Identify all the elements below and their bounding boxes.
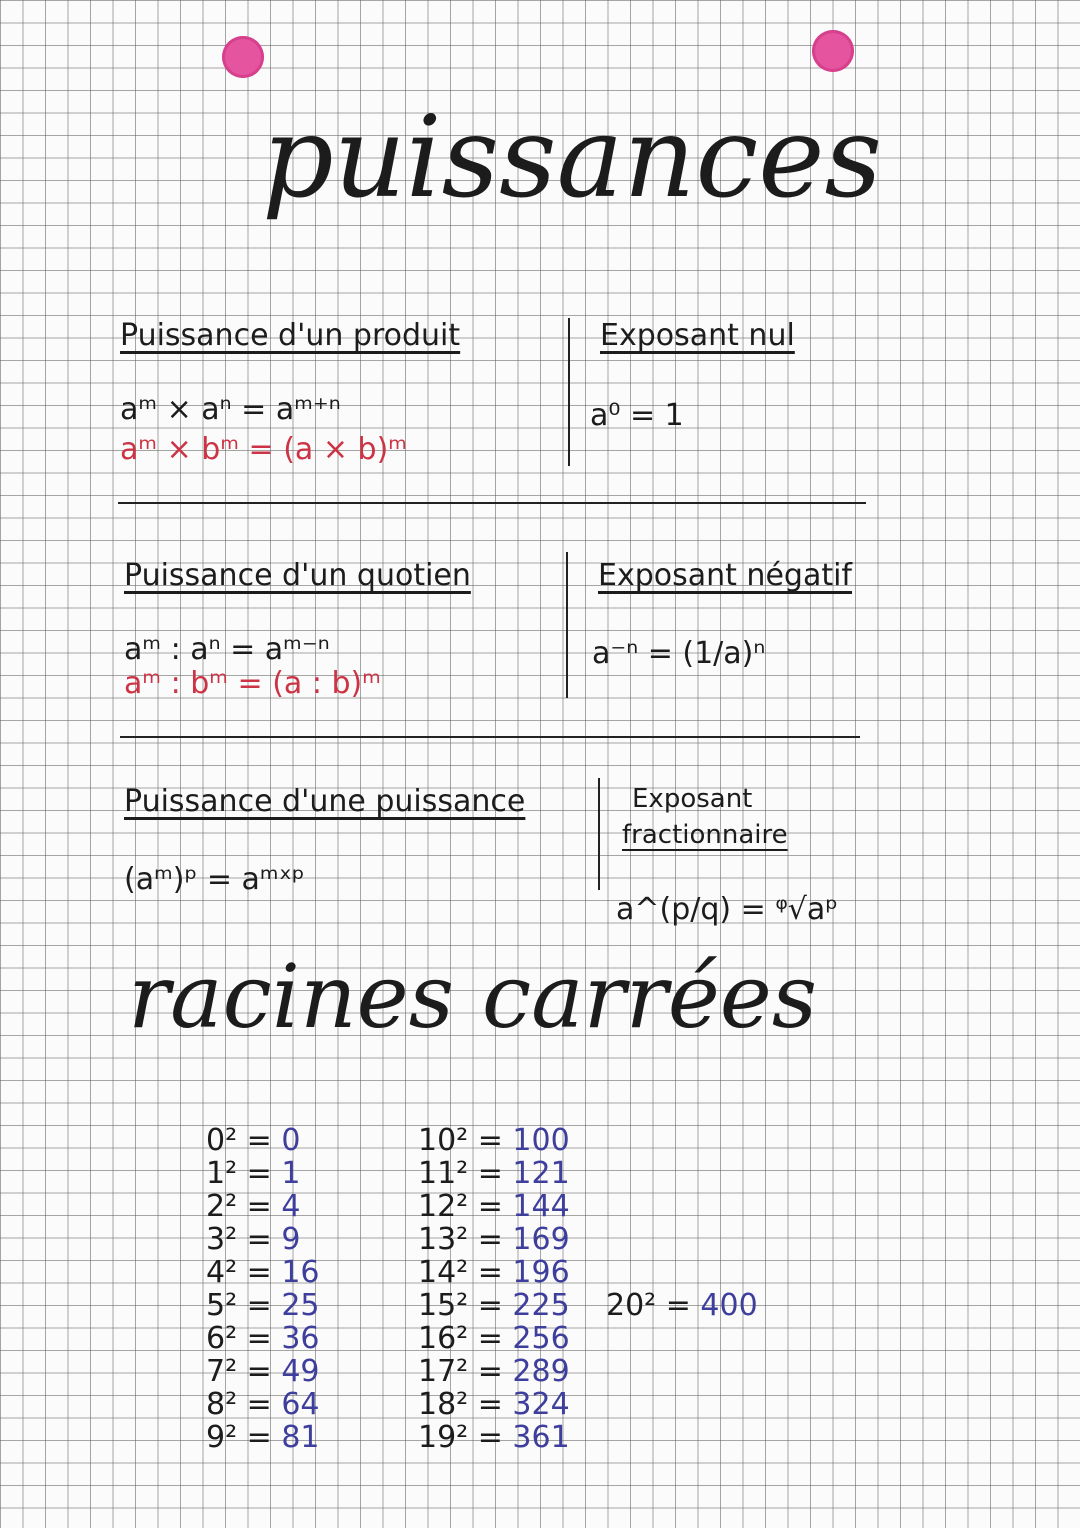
list-item: 13² = 169: [418, 1222, 570, 1257]
list-item: 19² = 361: [418, 1420, 570, 1455]
list-item: 0² = 0: [206, 1123, 301, 1158]
formula-puissance: (aᵐ)ᵖ = aᵐˣᵖ: [124, 862, 305, 897]
heading-exposant-negatif: Exposant négatif: [598, 558, 852, 593]
list-item: 1² = 1: [206, 1156, 301, 1191]
squares-column-2: [418, 1124, 570, 1454]
page-title: puissances: [262, 93, 882, 223]
list-item: 7² = 49: [206, 1354, 320, 1389]
list-item: 5² = 25: [206, 1288, 320, 1323]
square-extra-20: 20² = 400: [606, 1288, 758, 1323]
heading-exposant-fractionnaire-2: fractionnaire: [622, 820, 788, 850]
binder-hole-right: [812, 30, 854, 72]
formula-exposant-fractionnaire: a^(p/q) = ᵠ√aᵖ: [616, 892, 839, 927]
list-item: 11² = 121: [418, 1156, 570, 1191]
heading-puissance-quotient: Puissance d'un quotien: [124, 558, 471, 593]
divider-vertical-3: [598, 778, 600, 890]
list-item: 4² = 16: [206, 1255, 320, 1290]
list-item: 17² = 289: [418, 1354, 570, 1389]
divider-horizontal-2: [120, 736, 860, 738]
divider-vertical-2: [566, 552, 568, 698]
heading-exposant-fractionnaire-1: Exposant: [632, 784, 753, 814]
divider-horizontal-1: [118, 502, 866, 504]
heading-puissance-puissance: Puissance d'une puissance: [124, 784, 526, 819]
formula-quotient-2: aᵐ : bᵐ = (a : b)ᵐ: [124, 666, 381, 701]
heading-exposant-nul: Exposant nul: [600, 318, 795, 353]
list-item: 15² = 225: [418, 1288, 570, 1323]
formula-exposant-nul: a⁰ = 1: [590, 398, 684, 433]
formula-produit-1: aᵐ × aⁿ = aᵐ⁺ⁿ: [120, 392, 341, 427]
list-item: 14² = 196: [418, 1255, 570, 1290]
list-item: 12² = 144: [418, 1189, 570, 1224]
heading-puissance-produit: Puissance d'un produit: [120, 318, 461, 353]
formula-produit-2: aᵐ × bᵐ = (a × b)ᵐ: [120, 432, 407, 467]
list-item: 3² = 9: [206, 1222, 301, 1257]
binder-hole-left: [222, 36, 264, 78]
formula-quotient-1: aᵐ : aⁿ = aᵐ⁻ⁿ: [124, 632, 330, 667]
formula-exposant-negatif: a⁻ⁿ = (1/a)ⁿ: [592, 636, 766, 671]
list-item: 10² = 100: [418, 1123, 570, 1158]
list-item: 8² = 64: [206, 1387, 320, 1422]
section-title-racines-carrees: racines carrées: [128, 945, 818, 1048]
list-item: 2² = 4: [206, 1189, 301, 1224]
list-item: 18² = 324: [418, 1387, 570, 1422]
squares-column-1: [206, 1124, 320, 1454]
list-item: 9² = 81: [206, 1420, 320, 1455]
divider-vertical-1: [568, 318, 570, 466]
list-item: 6² = 36: [206, 1321, 320, 1356]
list-item: 16² = 256: [418, 1321, 570, 1356]
